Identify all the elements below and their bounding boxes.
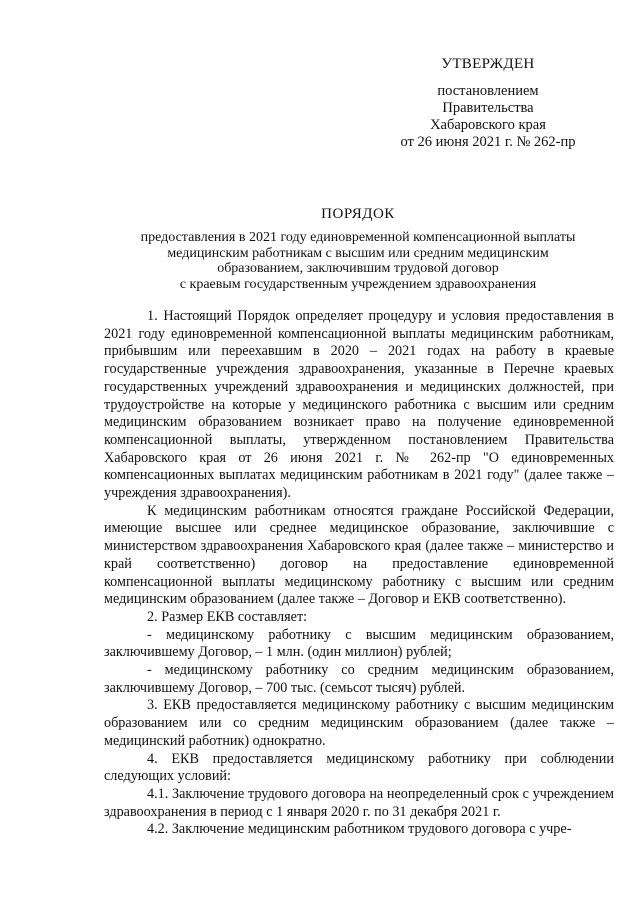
approval-line: Правительства xyxy=(442,100,534,116)
paragraph: 4. ЕКВ предоставляется медицинскому работнику при соблюдении следующих условий: xyxy=(104,750,614,785)
subtitle-line: предоставления в 2021 году единовременной компенсационной выплаты xyxy=(140,230,576,245)
paragraph: 2. Размер ЕКВ составляет: xyxy=(147,608,308,625)
paragraph: 3. ЕКВ предоставляется медицинскому работнику с высшим медицинским образованием или со средним медицинским образованием (далее также – медицинский работник) однократно. xyxy=(104,697,614,749)
approval-stamp: УТВЕРЖДЕН xyxy=(441,56,535,72)
paragraph: К медицинским работникам относятся граждане Российской Федерации, имеющие высшее или среднее медицинское образование, заключившие с министерством здравоохранения Хабаровского края (далее также – министерство и край соответственно) договор на предоставление единовременной компенсационной выплаты медицинскому работнику с высшим или средним медицинским образованием (далее также – Договор и ЕКВ соответственно). xyxy=(104,502,614,608)
subtitle-line: образованием, заключившим трудовой договор xyxy=(217,261,499,277)
paragraph: - медицинскому работнику со средним медицинским образованием, заключившему Договор, – 700 тыс. (семьсот тысяч) рублей. xyxy=(104,662,614,696)
approval-date: от 26 июня 2021 г. № 262-пр xyxy=(400,134,576,150)
approval-line: постановлением xyxy=(437,83,539,99)
document-subtitle xyxy=(96,230,620,292)
document-title: ПОРЯДОК xyxy=(321,206,395,222)
paragraph: - медицинскому работнику с высшим медицинским образованием, заключившему Договор, – 1 млн. (один миллион) рублей; xyxy=(104,626,614,661)
subtitle-line: с краевым государственным учреждением здравоохранения xyxy=(179,276,537,292)
approval-block xyxy=(362,56,614,151)
paragraph: 4.2. Заключение медицинским работником трудового договора с учре- xyxy=(147,821,572,838)
paragraph: 4.1. Заключение трудового договора на неопределенный срок с учреждением здравоохранения в период с 1 января 2020 г. по 31 декабря 2021 г. xyxy=(104,785,614,820)
document-body xyxy=(104,308,614,839)
subtitle-line: медицинским работникам с высшим или средним медицинским xyxy=(167,245,549,261)
approval-line: Хабаровского края xyxy=(430,117,546,133)
paragraph: 1. Настоящий Порядок определяет процедуру и условия предоставления в 2021 году единовременной компенсационной выплаты медицинским работникам, прибывшим или переехавшим в 2020 – 2021 годах на работу в краевые государственные учреждения здравоохранения, указанные в Перечне краевых государственных учреждений здравоохранения и медицинских должностей, при трудоустройстве на которые у медицинского работника с высшим или средним медицинским образованием возникает право на получение единовременной компенсационной выплаты, утвержденном постановлением Правительства Хабаровского края от 26 июня 2021 г. № 262-пр "О единовременных компенсационных выплатах медицинским работникам в 2021 году" (далее также – учреждения здравоохранения). xyxy=(104,308,614,502)
